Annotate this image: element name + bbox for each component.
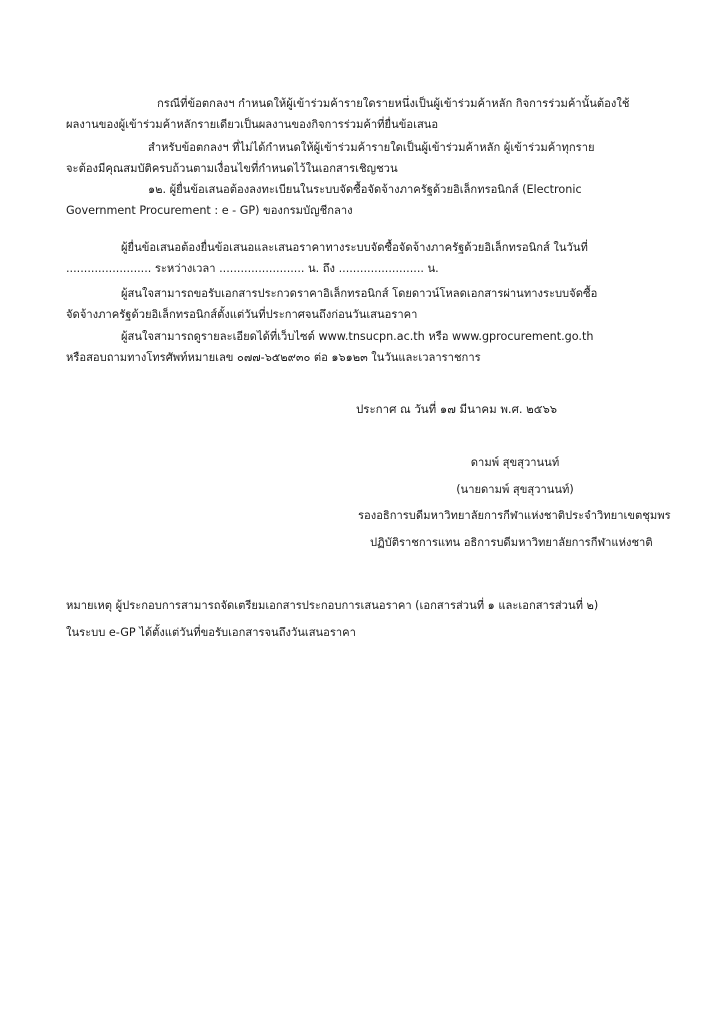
- download-line2: จัดจ้างภาครัฐด้วยอิเล็กทรอนิกส์ตั้งแต่วันที่ประกาศจนถึงก่อนวันเสนอราคา: [66, 308, 418, 321]
- announcement-date: ประกาศ ณ วันที่ ๑๗ มีนาคม พ.ศ. ๒๕๖๖: [356, 402, 558, 416]
- contact-line2: หรือสอบถามทางโทรศัพท์หมายเลข ๐๗๗-๖๕๒๙๓๐ ต่อ ๑๖๑๒๓ ในวันและเวลาราชการ: [66, 351, 481, 364]
- clause-12-line1: ๑๒. ผู้ยื่นข้อเสนอต้องลงทะเบียนในระบบจัดซื้อจัดจ้างภาครัฐด้วยอิเล็กทรอนิกส์ (Electronic: [148, 183, 582, 196]
- joint-venture-para1-line2: ผลงานของผู้เข้าร่วมค้าหลักรายเดียวเป็นผลงานของกิจการร่วมค้าที่ยื่นข้อเสนอ: [66, 118, 439, 131]
- signer-position-1: รองอธิการบดีมหาวิทยาลัยการกีฬาแห่งชาติประจำวิทยาเขตชุมพร: [358, 509, 671, 522]
- signer-position-2: ปฏิบัติราชการแทน อธิการบดีมหาวิทยาลัยการกีฬาแห่งชาติ: [370, 536, 653, 549]
- joint-venture-para2-line2: จะต้องมีคุณสมบัติครบถ้วนตามเงื่อนไขที่กำหนดไว้ในเอกสารเชิญชวน: [66, 162, 398, 175]
- signer-name: ดามพ์ สุขสุวานนท์: [470, 456, 560, 469]
- contact-line1: ผู้สนใจสามารถดูรายละเอียดได้ที่เว็บไซต์ www.tnsucpn.ac.th หรือ www.gprocurement.go.th: [121, 330, 594, 343]
- download-line1: ผู้สนใจสามารถขอรับเอกสารประกวดราคาอิเล็กทรอนิกส์ โดยดาวน์โหลดเอกสารผ่านทางระบบจัดซื้อ: [121, 287, 598, 300]
- signer-full-name: (นายดามพ์ สุขสุวานนท์): [456, 483, 574, 496]
- remark-line1: หมายเหตุ ผู้ประกอบการสามารถจัดเตรียมเอกสารประกอบการเสนอราคา (เอกสารส่วนที่ ๑ และเอกสารส่วนที่ ๒): [66, 599, 599, 612]
- clause-12-line2: Government Procurement : e - GP) ของกรมบัญชีกลาง: [66, 204, 353, 217]
- joint-venture-para2-line1: สำหรับข้อตกลงฯ ที่ไม่ได้กำหนดให้ผู้เข้าร่วมค้ารายใดเป็นผู้เข้าร่วมค้าหลัก ผู้เข้าร่วมค้าทุกราย: [148, 141, 595, 154]
- remark-line2: ในระบบ e-GP ได้ตั้งแต่วันที่ขอรับเอกสารจนถึงวันเสนอราคา: [66, 626, 356, 639]
- joint-venture-para1-line1: กรณีที่ข้อตกลงฯ กำหนดให้ผู้เข้าร่วมค้ารายใดรายหนึ่งเป็นผู้เข้าร่วมค้าหลัก กิจการร่วมค้านั้นต้องใช้: [157, 97, 630, 110]
- submission-line2: ........................ ระหว่างเวลา ........................ น. ถึง ........................ น.: [66, 262, 439, 275]
- submission-line1: ผู้ยื่นข้อเสนอต้องยื่นข้อเสนอและเสนอราคาทางระบบจัดซื้อจัดจ้างภาครัฐด้วยอิเล็กทรอนิกส์ ในวันที่: [121, 241, 588, 254]
